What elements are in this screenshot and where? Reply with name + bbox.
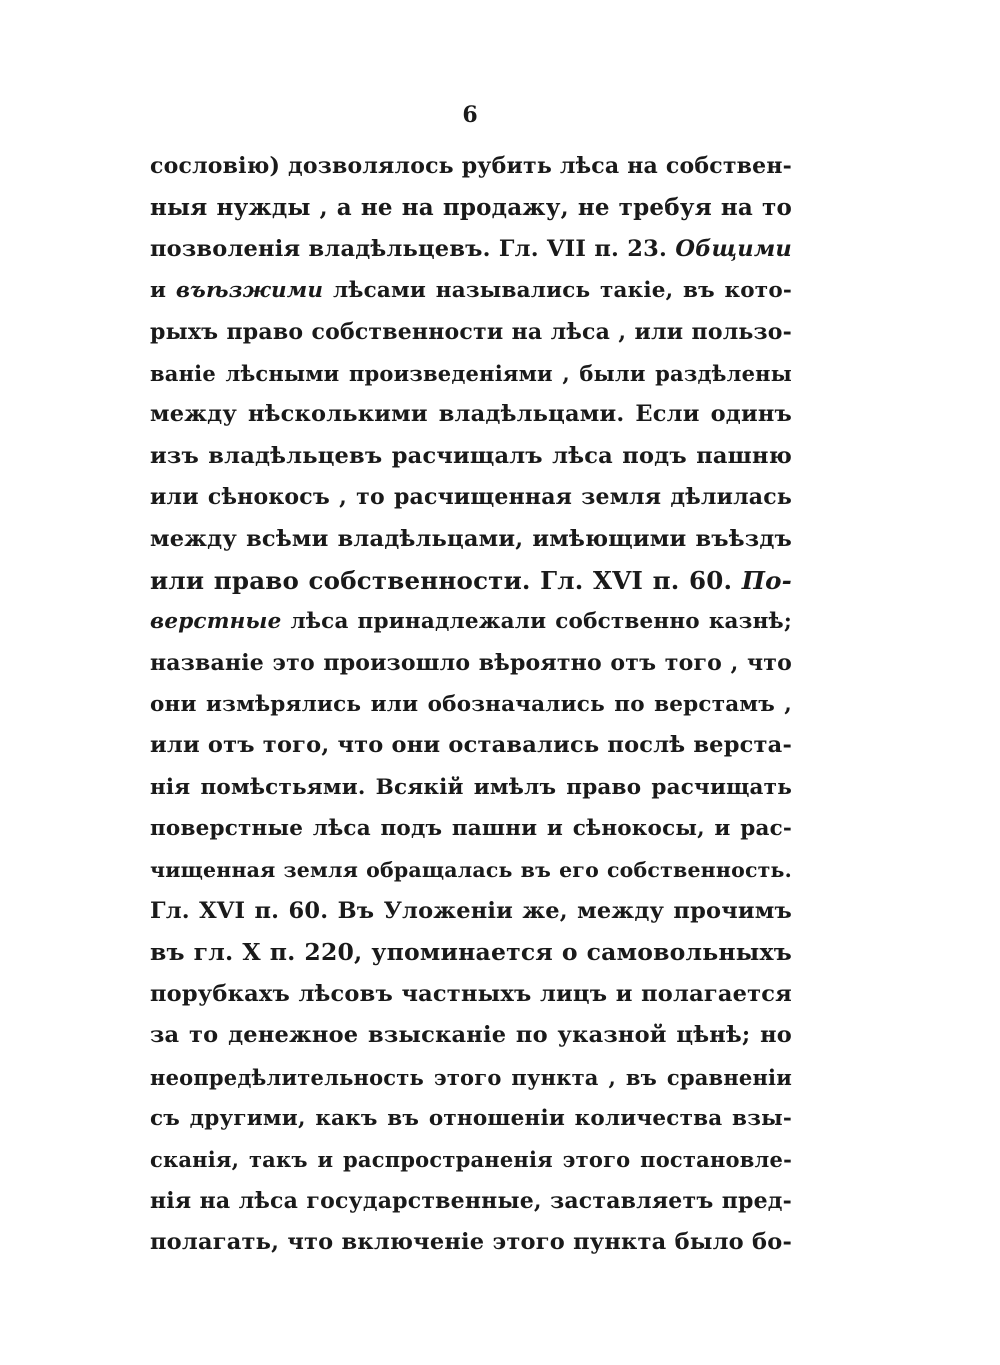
text-line: названіе это произошло вѣроятно отъ того , что: [150, 649, 792, 676]
text-line: чищенная земля обращалась въ его собственность.: [150, 857, 792, 882]
text-segment: лѣсами назывались такіе, въ кото-: [323, 278, 792, 304]
text-line: сканія, такъ и распространенія этого постановле-: [150, 1147, 792, 1173]
italic-term: верстные: [150, 609, 282, 635]
text-segment: или право собственности. Гл. XVI п. 60.: [150, 565, 742, 595]
italic-term: Общими: [675, 235, 792, 262]
text-body: [150, 146, 792, 1264]
text-line: [150, 601, 792, 642]
italic-term: въѣзжими: [175, 278, 324, 304]
italic-term: По-: [741, 565, 792, 595]
text-segment: и: [150, 278, 176, 304]
text-line: въ гл. X п. 220, упоминается о самовольныхъ: [150, 938, 792, 967]
text-line: сословію) дозволялось рубить лѣса на собствен-: [150, 153, 792, 179]
text-line: или отъ того, что они оставались послѣ верста-: [150, 732, 792, 759]
text-line: [150, 560, 792, 601]
text-line: они измѣрялись или обозначались по верстамъ ,: [150, 692, 792, 718]
text-line: за то денежное взысканіе по указной цѣнѣ; но: [150, 1022, 792, 1049]
text-line: ваніе лѣсными произведеніями , были раздѣлены: [150, 360, 792, 386]
text-line: или сѣнокосъ , то расчищенная земля дѣлилась: [150, 484, 792, 511]
text-line: поверстные лѣса подъ пашни и сѣнокосы, и рас-: [150, 816, 792, 842]
text-line: между нѣсколькими владѣльцами. Если одинъ: [150, 401, 792, 428]
text-segment: позволенія владѣльцевъ. Гл. VII п. 23.: [150, 235, 676, 262]
text-line: изъ владѣльцевъ расчищалъ лѣса подъ пашню: [150, 442, 792, 469]
text-segment: лѣса принадлежали собственно казнѣ;: [281, 609, 792, 635]
text-line: [150, 270, 792, 311]
text-line: [150, 229, 792, 270]
text-line: Гл. XVI п. 60. Въ Уложеніи же, между прочимъ: [150, 898, 792, 925]
text-line: порубкахъ лѣсовъ частныхъ лицъ и полагается: [150, 980, 792, 1007]
text-line: полагать, что включеніе этого пункта было бо-: [150, 1229, 792, 1256]
text-line: рыхъ право собственности на лѣса , или пользо-: [150, 318, 792, 345]
text-line: неопредѣлительность этого пункта , въ сравненіи: [150, 1064, 792, 1090]
text-line: между всѣми владѣльцами, имѣющими въѣздъ: [150, 525, 792, 552]
text-line: ныя нужды , а не на продажу, не требуя на то: [150, 194, 792, 222]
page-number: 6: [462, 102, 478, 128]
text-line: нія помѣстьями. Всякій имѣлъ право расчищать: [150, 774, 792, 800]
text-line: съ другими, какъ въ отношеніи количества взы-: [150, 1105, 792, 1131]
text-line: нія на лѣса государственные, заставляетъ пред-: [150, 1187, 792, 1214]
